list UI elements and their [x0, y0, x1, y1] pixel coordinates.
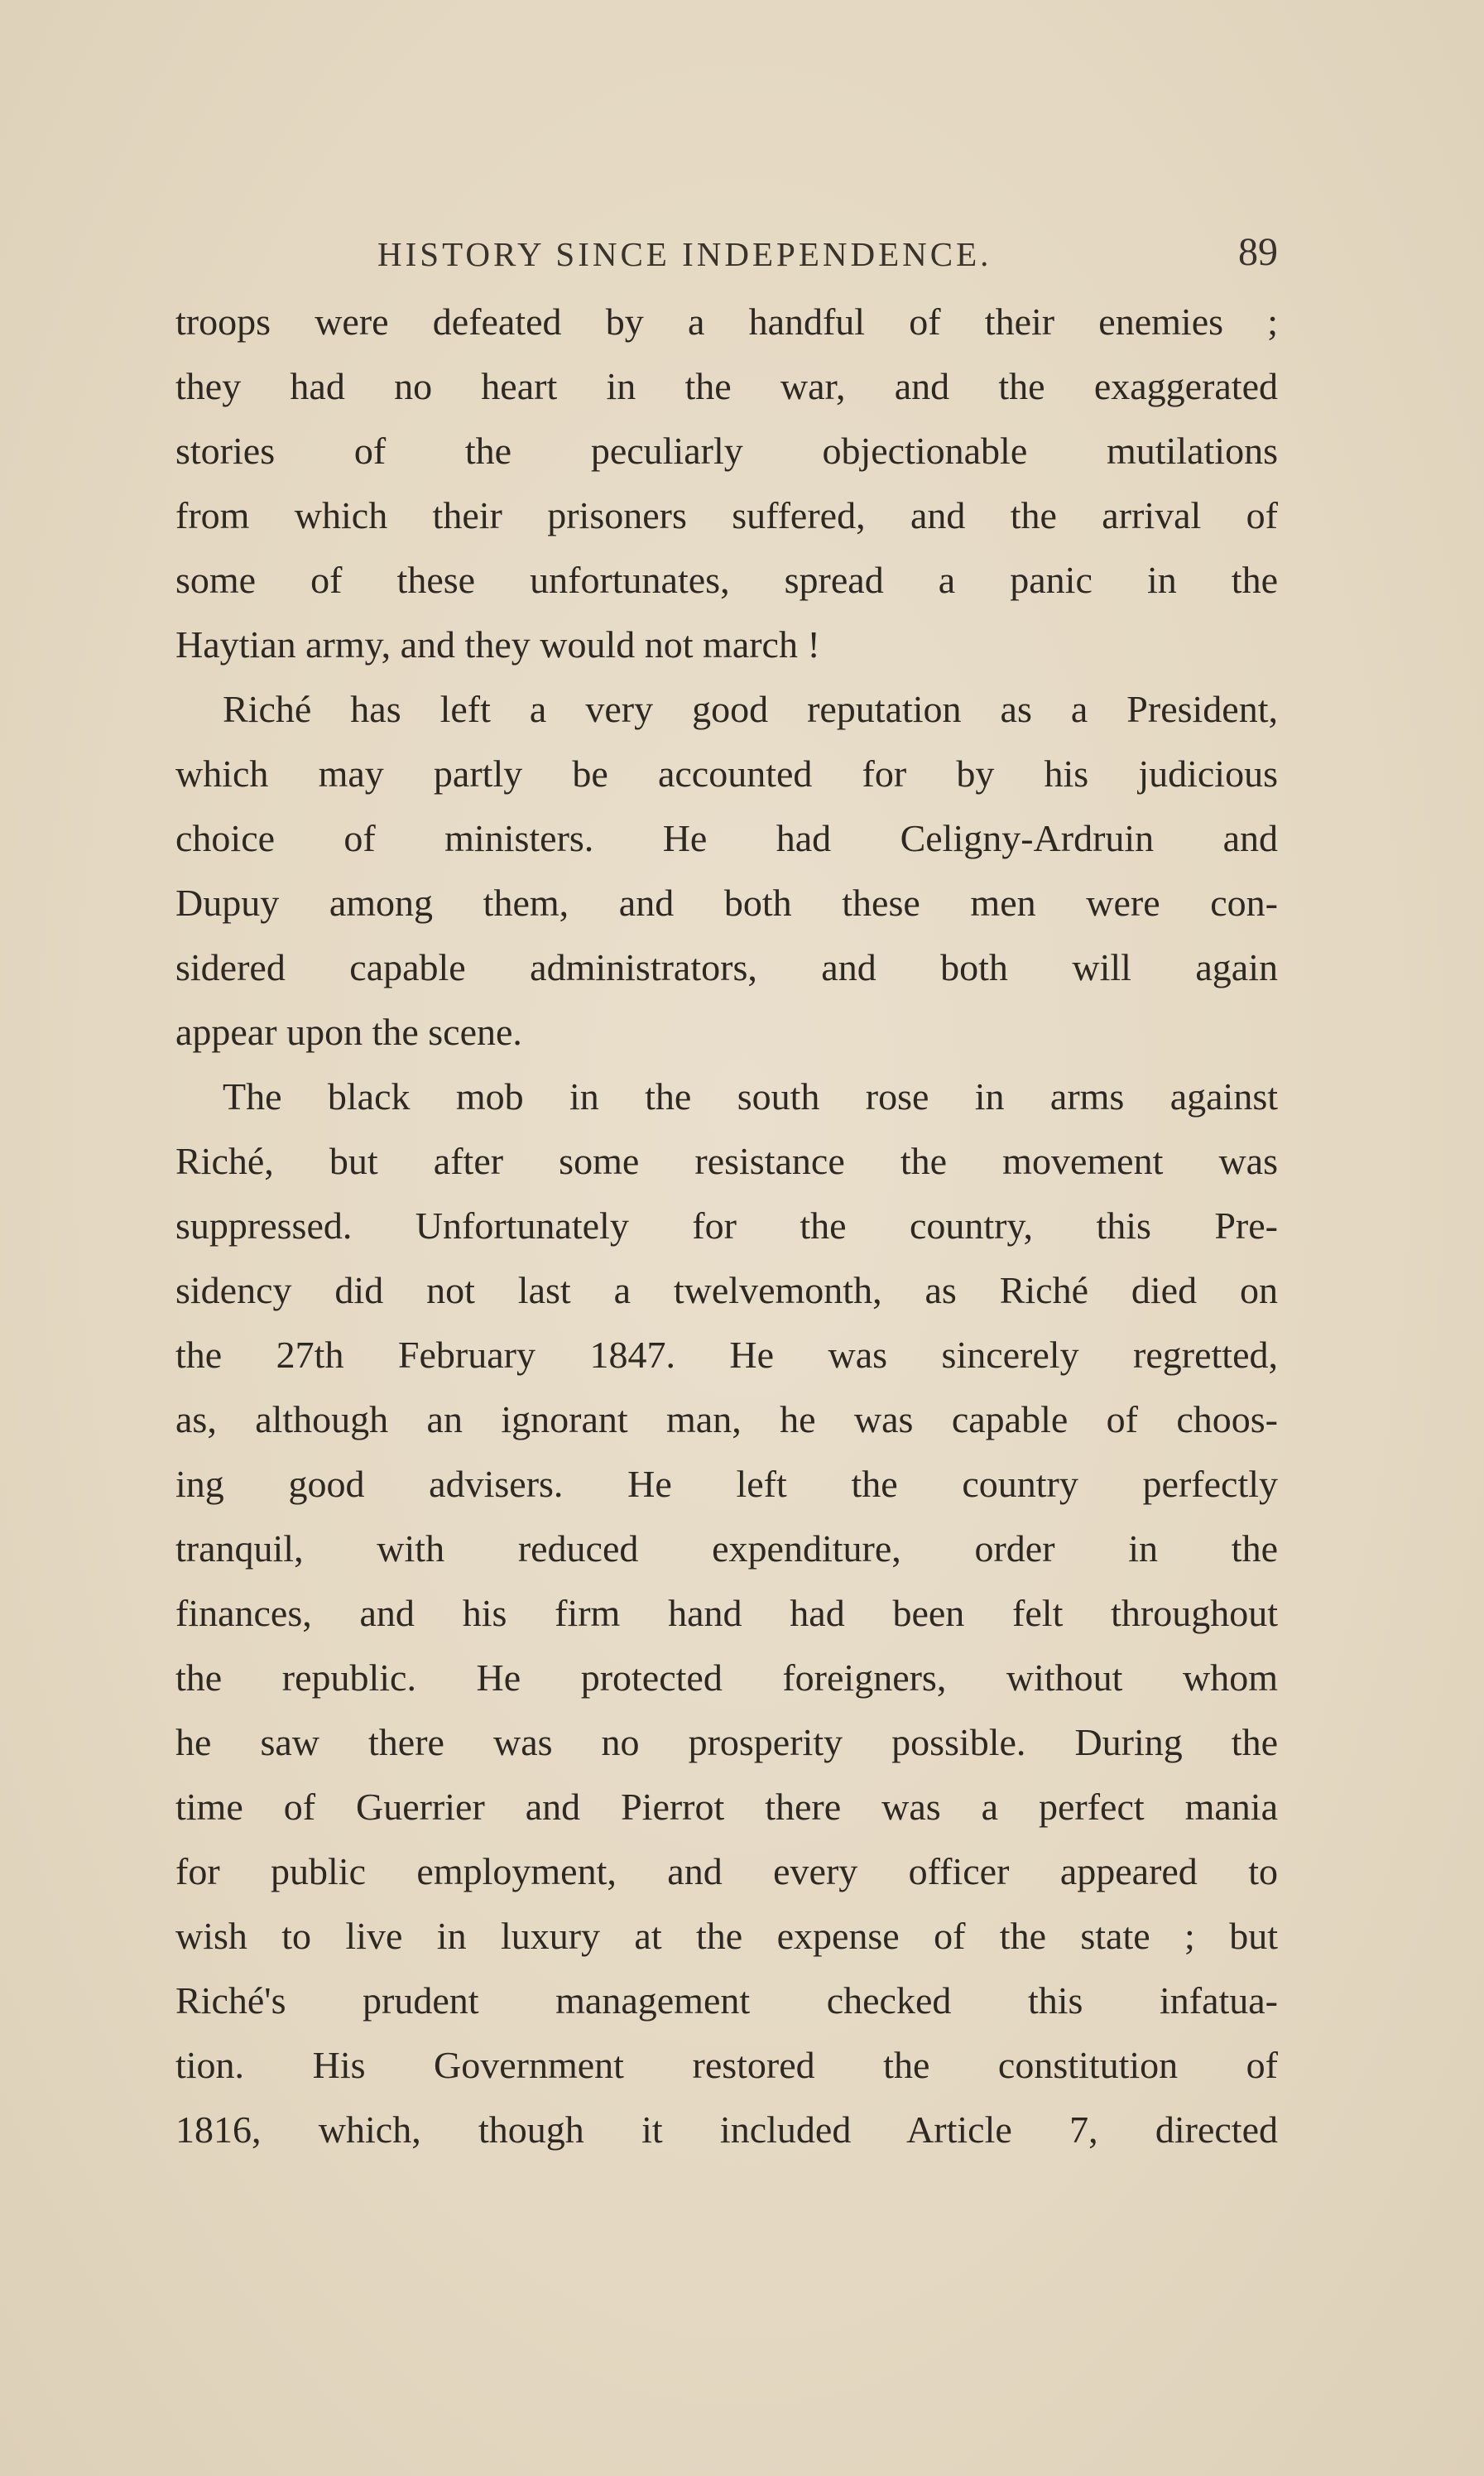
text-line: time of Guerrier and Pierrot there was a perfect mania	[175, 1786, 1278, 1828]
text-line: Riché, but after some resistance the movement was	[175, 1140, 1278, 1182]
text-line: Riché's prudent management checked this infatua-	[175, 1979, 1278, 2022]
page-number: 89	[1238, 230, 1278, 274]
text-line: ing good advisers. He left the country perfectly	[175, 1463, 1278, 1505]
text-line: 1816, which, though it included Article 7, directed	[175, 2108, 1278, 2151]
text-line: tion. His Government restored the constitution of	[175, 2044, 1278, 2086]
text-line: suppressed. Unfortunately for the country, this Pre-	[175, 1204, 1278, 1247]
text-line: appear upon the scene.	[175, 1011, 522, 1053]
text-line: The black mob in the south rose in arms against	[223, 1075, 1278, 1118]
running-head: HISTORY SINCE INDEPENDENCE.	[377, 235, 992, 273]
body-text	[175, 290, 1278, 2162]
text-line: troops were defeated by a handful of their enemies ;	[175, 300, 1278, 343]
text-line: Haytian army, and they would not march !	[175, 623, 820, 666]
text-line: as, although an ignorant man, he was capable of choos-	[175, 1398, 1278, 1440]
text-line: some of these unfortunates, spread a panic in the	[175, 559, 1278, 601]
text-line: sidency did not last a twelvemonth, as Riché died on	[175, 1269, 1278, 1311]
text-line: he saw there was no prosperity possible. During the	[175, 1721, 1278, 1763]
text-line: finances, and his firm hand had been felt throughout	[175, 1592, 1278, 1634]
text-line: Riché has left a very good reputation as a President,	[223, 688, 1278, 730]
text-line: they had no heart in the war, and the exaggerated	[175, 365, 1278, 407]
text-line: wish to live in luxury at the expense of the state ; but	[175, 1915, 1278, 1957]
text-line: choice of ministers. He had Celigny-Ardruin and	[175, 817, 1278, 859]
text-line: which may partly be accounted for by his judicious	[175, 752, 1278, 795]
text-line: from which their prisoners suffered, and the arrival of	[175, 494, 1278, 536]
text-line: Dupuy among them, and both these men were con-	[175, 882, 1278, 924]
text-line: sidered capable administrators, and both will again	[175, 946, 1278, 988]
text-line: stories of the peculiarly objectionable mutilations	[175, 430, 1278, 472]
text-line: the republic. He protected foreigners, without whom	[175, 1656, 1278, 1699]
text-line: for public employment, and every officer appeared to	[175, 1850, 1278, 1892]
text-line: tranquil, with reduced expenditure, order in the	[175, 1527, 1278, 1570]
text-line: the 27th February 1847. He was sincerely regretted,	[175, 1334, 1278, 1376]
page-header	[377, 230, 1278, 284]
